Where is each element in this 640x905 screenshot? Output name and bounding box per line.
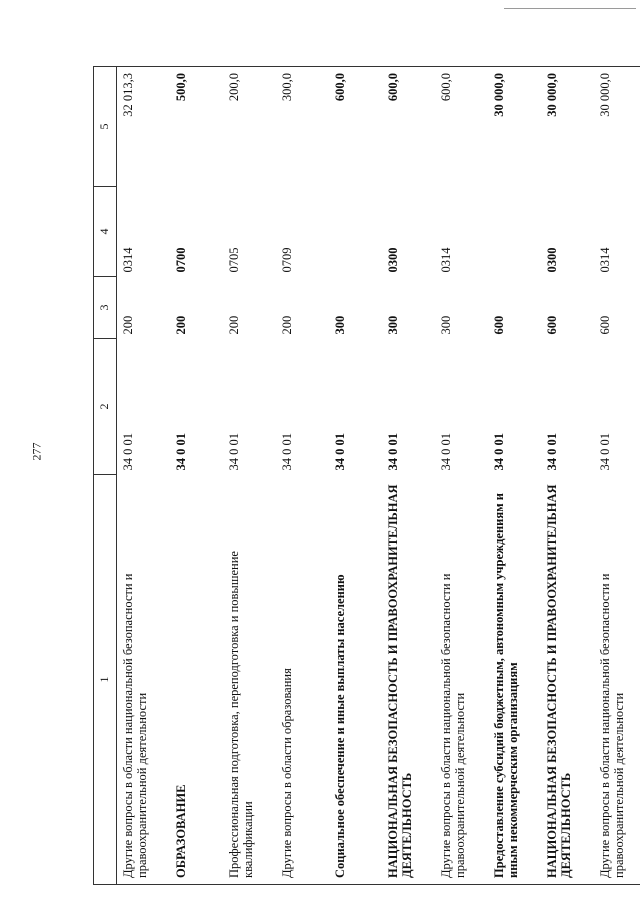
row-target-code: 34 0 01: [439, 433, 453, 471]
row-section-code: 0705: [227, 247, 241, 273]
rotated-table-container: [93, 67, 627, 885]
row-target-code: 34 0 01: [227, 433, 241, 471]
table-row: [488, 67, 541, 885]
row-section-code: 0300: [386, 247, 400, 273]
row-amount: 600,0: [382, 67, 435, 187]
row-section-code: 0314: [439, 247, 453, 273]
table-row: [170, 67, 223, 885]
row-target-code: 34 0 01: [598, 433, 612, 471]
row-expense-type: 300: [386, 315, 400, 335]
col-header-5: 5: [94, 67, 117, 187]
table-row: [276, 67, 329, 885]
table-row: [223, 67, 276, 885]
row-name: ОБРАЗОВАНИЕ: [170, 475, 223, 885]
row-target-code: 34 0 01: [492, 433, 506, 471]
table-row: [329, 67, 382, 885]
row-amount: 30 000,0: [488, 67, 541, 187]
row-amount: 600,0: [435, 67, 488, 187]
row-expense-type: 300: [333, 315, 347, 335]
row-target-code: 34 0 01: [386, 433, 400, 471]
row-amount: 300,0: [276, 67, 329, 187]
row-name: Профессиональная подготовка, переподготовка и повышение квалификации: [223, 475, 276, 885]
row-name: Другие вопросы в области национальной безопасности и правоохранительной деятельности: [435, 475, 488, 885]
row-section-code: 0314: [598, 247, 612, 273]
row-name: Предоставление субсидий бюджетным, автономным учреждениям и иным некоммерческим организациям: [488, 475, 541, 885]
table-row: [594, 67, 640, 885]
col-header-1: 1: [94, 475, 117, 885]
col-header-2: 2: [94, 339, 117, 475]
row-name: НАЦИОНАЛЬНАЯ БЕЗОПАСНОСТЬ И ПРАВООХРАНИТЕЛЬНАЯ ДЕЯТЕЛЬНОСТЬ: [541, 475, 594, 885]
row-expense-type: 200: [174, 315, 188, 335]
row-target-code: 34 0 01: [121, 433, 135, 471]
row-amount: 500,0: [170, 67, 223, 187]
row-name: Другие вопросы в области национальной безопасности и правоохранительной деятельности: [117, 475, 171, 885]
row-section-code: 0709: [280, 247, 294, 273]
row-name: Социальное обеспечение и иные выплаты населению: [329, 475, 382, 885]
row-name: НАЦИОНАЛЬНАЯ БЕЗОПАСНОСТЬ И ПРАВООХРАНИТЕЛЬНАЯ ДЕЯТЕЛЬНОСТЬ: [382, 475, 435, 885]
row-expense-type: 200: [280, 315, 294, 335]
row-name: Другие вопросы в области образования: [276, 475, 329, 885]
row-amount: 200,0: [223, 67, 276, 187]
row-target-code: 34 0 01: [280, 433, 294, 471]
row-expense-type: 600: [598, 315, 612, 335]
row-expense-type: 200: [227, 315, 241, 335]
table-row: [435, 67, 488, 885]
row-target-code: 34 0 01: [333, 433, 347, 471]
table-header: [94, 67, 117, 885]
row-section-code: 0314: [121, 247, 135, 273]
table-body: [117, 67, 640, 885]
row-expense-type: 600: [545, 315, 559, 335]
row-target-code: 34 0 01: [545, 433, 559, 471]
row-expense-type: 200: [121, 315, 135, 335]
row-amount: 32 013,3: [117, 67, 171, 187]
row-expense-type: 300: [439, 315, 453, 335]
page-number: 277: [29, 442, 44, 461]
row-amount: 30 000,0: [594, 67, 640, 187]
col-header-3: 3: [94, 277, 117, 339]
budget-table: [93, 66, 640, 885]
row-expense-type: 600: [492, 315, 506, 335]
row-amount: 30 000,0: [541, 67, 594, 187]
row-section-code: 0300: [545, 247, 559, 273]
table-row: [541, 67, 594, 885]
top-rule: [504, 8, 636, 9]
table-row: [382, 67, 435, 885]
row-section-code: 0700: [174, 247, 188, 273]
col-header-4: 4: [94, 187, 117, 277]
row-amount: 600,0: [329, 67, 382, 187]
row-section-code: [329, 187, 382, 277]
row-name: Другие вопросы в области национальной безопасности и правоохранительной деятельности: [594, 475, 640, 885]
row-section-code: [488, 187, 541, 277]
row-target-code: 34 0 01: [174, 433, 188, 471]
table-row: [117, 67, 171, 885]
